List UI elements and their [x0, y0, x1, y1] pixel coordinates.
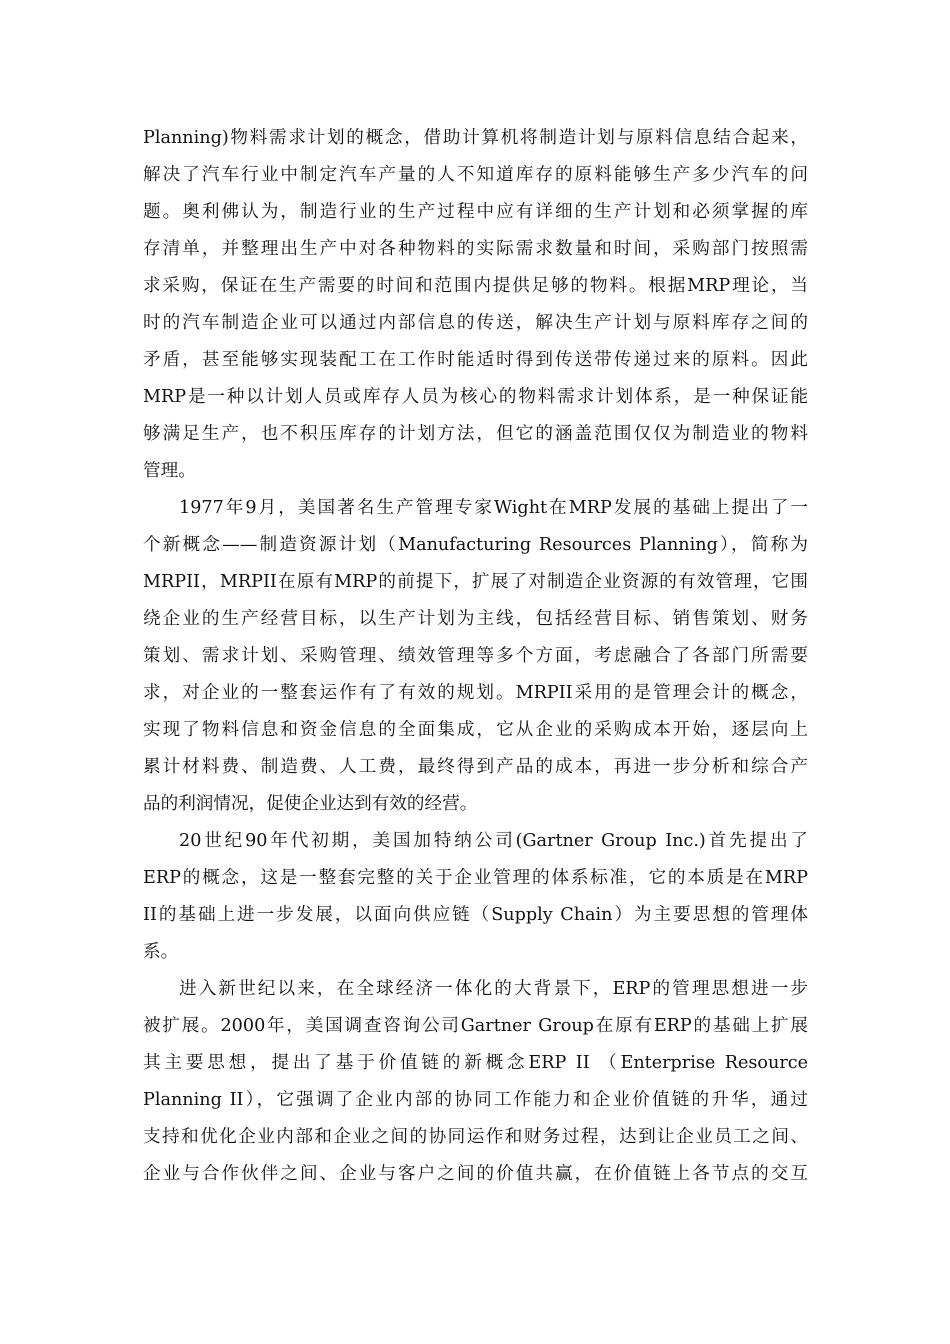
text-line: 题。奥利佛认为，制造行业的生产过程中应有详细的生产计划和必须掌握的库: [143, 202, 808, 222]
text-line: 解决了汽车行业中制定汽车产量的人不知道库存的原料能够生产多少汽车的问: [143, 165, 808, 185]
text-line: 累计材料费、制造费、人工费，最终得到产品的成本，再进一步分析和综合产: [143, 757, 808, 777]
text-line: 矛盾，甚至能够实现装配工在工作时能适时得到传送带传递过来的原料。因此: [143, 350, 808, 370]
paragraph-first-line: 20世纪90年代初期，美国加特纳公司(Gartner Group Inc.)首先提出了: [179, 831, 808, 851]
text-line: 时的汽车制造企业可以通过内部信息的传送，解决生产计划与原料库存之间的: [143, 313, 808, 333]
text-line: 策划、需求计划、采购管理、绩效管理等多个方面，考虑融合了各部门所需要: [143, 646, 808, 666]
text-line: 管理。: [143, 461, 196, 481]
text-line: 求，对企业的一整套运作有了有效的规划。MRPII采用的是管理会计的概念，: [143, 683, 808, 703]
text-line: Planning)物料需求计划的概念，借助计算机将制造计划与原料信息结合起来，: [143, 128, 808, 148]
text-line: 绕企业的生产经营目标，以生产计划为主线，包括经营目标、销售策划、财务: [143, 609, 808, 629]
text-line: 企业与合作伙伴之间、企业与客户之间的价值共赢，在价值链上各节点的交互: [143, 1164, 808, 1184]
text-line: 系。: [143, 942, 179, 962]
text-line: 被扩展。2000年，美国调查咨询公司Gartner Group在原有ERP的基础上扩展: [143, 1016, 808, 1036]
text-line: 支持和优化企业内部和企业之间的协同运作和财务过程，达到让企业员工之间、: [143, 1127, 808, 1147]
text-line: ERP的概念，这是一整套完整的关于企业管理的体系标准，它的本质是在MRP: [143, 868, 808, 888]
text-line: 品的利润情况，促使企业达到有效的经营。: [143, 794, 478, 814]
text-line: 存清单，并整理出生产中对各种物料的实际需求数量和时间，采购部门按照需: [143, 239, 808, 259]
paragraph-first-line: 1977年9月，美国著名生产管理专家Wight在MRP发展的基础上提出了一: [179, 498, 808, 518]
text-line: MRP是一种以计划人员或库存人员为核心的物料需求计划体系，是一种保证能: [143, 387, 808, 407]
text-line: 实现了物料信息和资金信息的全面集成，它从企业的采购成本开始，逐层向上: [143, 720, 808, 740]
text-line: 个新概念——制造资源计划（Manufacturing Resources Planning），简称为: [143, 535, 808, 555]
text-line: 其主要思想，提出了基于价值链的新概念ERP II （Enterprise Resource: [143, 1053, 808, 1073]
text-line: 求采购，保证在生产需要的时间和范围内提供足够的物料。根据MRP理论，当: [143, 276, 808, 296]
text-line: Planning II），它强调了企业内部的协同工作能力和企业价值链的升华，通过: [143, 1090, 808, 1110]
text-line: II的基础上进一步发展，以面向供应链（Supply Chain）为主要思想的管理体: [143, 905, 808, 925]
paragraph-first-line: 进入新世纪以来，在全球经济一体化的大背景下，ERP的管理思想进一步: [179, 979, 808, 999]
text-line: 够满足生产，也不积压库存的计划方法，但它的涵盖范围仅仅为制造业的物料: [143, 424, 808, 444]
text-line: MRPII，MRPII在原有MRP的前提下，扩展了对制造企业资源的有效管理，它围: [143, 572, 808, 592]
